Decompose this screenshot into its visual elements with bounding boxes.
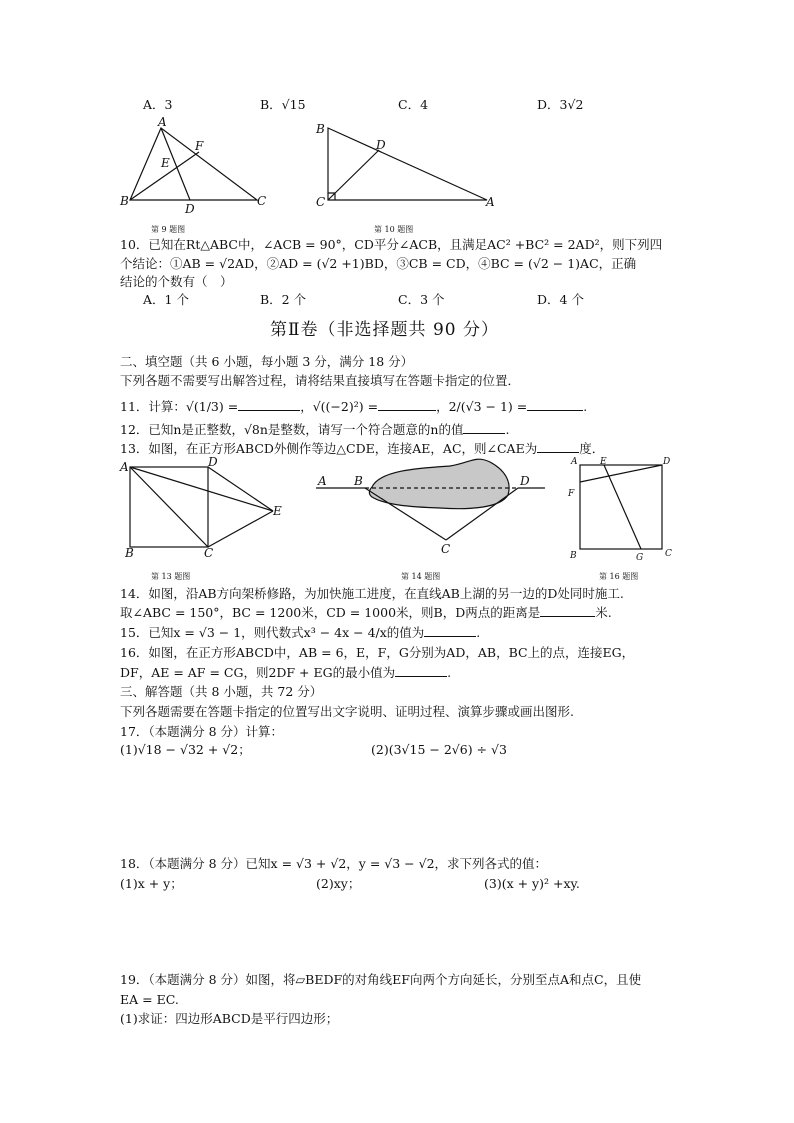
q16-line2: DF，AE = AF = CG，则2DF + EG的最小值为 . — [120, 665, 452, 680]
fig14-label-c: C — [441, 542, 451, 556]
q13-blank[interactable] — [537, 440, 579, 453]
q19-part1: (1)求证：四边形ABCD是平行四边形； — [120, 1011, 339, 1026]
fig16-label-e: E — [600, 457, 607, 467]
q9-option-c: C．4 — [398, 97, 429, 112]
fig9-label-b: B — [120, 194, 129, 208]
fig16-label-g: G — [636, 553, 644, 563]
caption-fig13: 第 13 题图 — [151, 572, 191, 581]
q17-part1: (1)√18 − √32 + √2； — [120, 742, 251, 757]
caption-fig16: 第 16 题图 — [599, 572, 639, 581]
section3-instruction: 下列各题需要在答题卡指定的位置写出文字说明、证明过程、演算步骤或画出图形. — [120, 704, 574, 719]
fig10-label-d: D — [376, 138, 386, 152]
q13-question — [120, 440, 604, 457]
caption-fig9: 第 9 题图 — [151, 225, 186, 234]
q14-unit: 米. — [595, 605, 612, 620]
q16-text: DF，AE = AF = CG，则2DF + EG的最小值为 — [120, 665, 396, 680]
q12-blank[interactable] — [463, 421, 505, 434]
part2-title: 第Ⅱ卷（非选择题共 90 分） — [270, 320, 499, 340]
q14-blank[interactable] — [540, 604, 595, 617]
q18-part2: (2)xy； — [316, 876, 361, 891]
caption-fig14: 第 14 题图 — [401, 572, 441, 581]
section2-heading: 二、填空题（共 6 小题，每小题 3 分，满分 18 分） — [120, 354, 414, 369]
fig13-label-d: D — [208, 455, 218, 469]
fig16-label-b: B — [570, 551, 577, 561]
q9-option-a: A．3 — [143, 97, 173, 112]
fig13-label-b: B — [125, 546, 134, 560]
q10-option-b: B．2 个 — [260, 292, 307, 307]
fig9-label-d: D — [185, 202, 195, 216]
q9-option-d: D．3√2 — [537, 97, 584, 112]
q17-part2: (2)(3√15 − 2√6) ÷ √3 — [371, 742, 507, 757]
q13-text: 13．如图，在正方形ABCD外侧作等边△CDE，连接AE，AC，则∠CAE为 — [120, 441, 538, 456]
q10-line3: 结论的个数有（ ） — [120, 274, 233, 289]
q9-option-b: B．√15 — [260, 97, 306, 112]
section2-instruction: 下列各题不需要写出解答过程，请将结果直接填写在答题卡指定的位置． — [120, 373, 521, 388]
fig10-label-b: B — [316, 122, 325, 136]
q11-part1: 11．计算：√(1/3) = — [120, 399, 239, 414]
q11-part2: ，√((−2)²) = — [300, 399, 379, 414]
q15-question: 15．已知x = √3 − 1，则代数式x³ − 4x − 4/x的值为 . — [120, 625, 481, 640]
q16-blank[interactable] — [395, 664, 447, 677]
fig13-label-e: E — [273, 504, 282, 518]
fig13-label-a: A — [120, 460, 129, 474]
fig16-label-c: C — [665, 549, 672, 559]
q11-blank3[interactable] — [527, 398, 583, 411]
fig14-label-a: A — [318, 474, 327, 488]
q18-stem: 18．（本题满分 8 分）已知x = √3 + √2，y = √3 − √2，求下列各式的值： — [120, 856, 548, 871]
q12-text: 12．已知n是正整数，√8n是整数，请写一个符合题意的n的值 — [120, 422, 464, 437]
q11-blank2[interactable] — [378, 398, 436, 411]
q14-line2 — [120, 604, 612, 621]
lake-shape — [369, 459, 509, 508]
section3-heading: 三、解答题（共 8 小题，共 72 分） — [120, 684, 323, 699]
fig16-label-a: A — [571, 457, 578, 467]
q12-question: 12．已知n是正整数，√8n是整数，请写一个符合题意的n的值 . — [120, 422, 510, 437]
fig14-label-d: D — [520, 474, 530, 488]
q10-line1: 10．已知在Rt△ABC中，∠ACB = 90°，CD平分∠ACB，且满足AC² +BC² = 2AD²，则下列四 — [120, 237, 663, 252]
fig13-label-c: C — [204, 546, 214, 560]
q17-stem: 17．（本题满分 8 分）计算： — [120, 724, 284, 739]
q14-text: 取∠ABC = 150°，BC = 1200米，CD = 1000米，则B，D两点的距离是 — [120, 605, 541, 620]
q10-option-c: C．3 个 — [398, 292, 445, 307]
q11-blank1[interactable] — [238, 398, 300, 411]
caption-fig10: 第 10 题图 — [374, 225, 414, 234]
fig10-label-a: A — [486, 195, 495, 209]
q19-line1: 19．（本题满分 8 分）如图，将▱BEDF的对角线EF向两个方向延长，分别至点A和点C，且使 — [120, 972, 642, 987]
fig16-label-f: F — [568, 489, 575, 499]
q10-option-a: A．1 个 — [143, 292, 189, 307]
q18-part1: (1)x + y； — [120, 876, 183, 891]
q18-part3: (3)(x + y)² +xy. — [484, 876, 580, 891]
q16-line1: 16．如图，在正方形ABCD中，AB = 6，E，F，G分别为AD，AB，BC上的点，连接EG， — [120, 645, 635, 660]
q19-line2: EA = EC. — [120, 992, 179, 1007]
fig9-label-a: A — [158, 115, 167, 129]
q11-part3: ，2/(√3 − 1) = — [436, 399, 528, 414]
fig14-label-b: B — [354, 474, 363, 488]
q11-question: 11．计算：√(1/3) = ，√((−2)²) = ，2/(√3 − 1) = . — [120, 399, 588, 414]
fig16-label-d: D — [663, 457, 671, 467]
fig9-label-f: F — [195, 139, 204, 153]
fig9-label-e: E — [161, 156, 170, 170]
q15-blank[interactable] — [424, 624, 476, 637]
q14-line1: 14．如图，沿AB方向架桥修路，为加快施工进度，在直线AB上湖的另一边的D处同时施工. — [120, 586, 624, 601]
q13-unit: 度． — [579, 441, 605, 456]
q10-line2: 个结论：①AB = √2AD，②AD = (√2 +1)BD，③CB = CD，④BC = (√2 − 1)AC，正确 — [120, 256, 637, 271]
q10-option-d: D．4 个 — [537, 292, 584, 307]
fig9-label-c: C — [257, 194, 267, 208]
q15-text: 15．已知x = √3 − 1，则代数式x³ − 4x − 4/x的值为 — [120, 625, 425, 640]
fig10-label-c: C — [316, 195, 326, 209]
